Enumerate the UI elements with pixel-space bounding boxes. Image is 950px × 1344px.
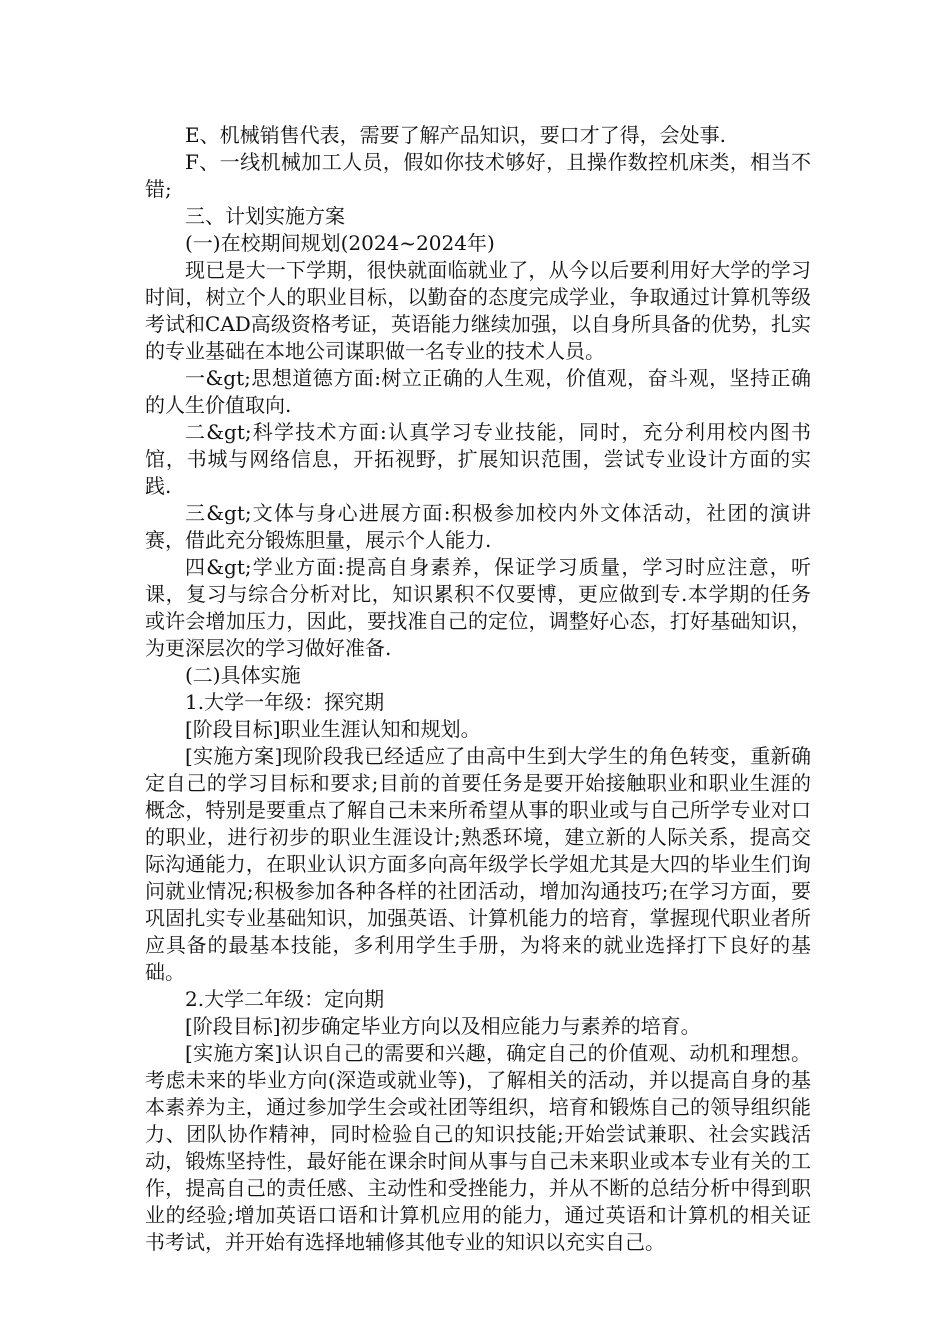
- paragraph-year-one-goal: [阶段目标]职业生涯认知和规划。: [185, 717, 481, 741]
- paragraph-year-two-goal: [阶段目标]初步确定毕业方向以及相应能力与素养的培育。: [185, 1014, 701, 1038]
- paragraph-career-option-f: F、一线机械加工人员，假如你技术够好，且操作数控机床类，相当不错;: [145, 150, 811, 201]
- paragraph-year-one-plan: [实施方案]现阶段我已经适应了由高中生到大学生的角色转变，重新确定自己的学习目标和要求;目前的首要任务是要开始接触职业和职业生涯的概念，特别是要重点了解自己未来所希望从事的职业或与自己所学专业对口的职业，进行初步的职业生涯设计;熟悉环境，建立新的人际关系，提高交际沟通能力，在职业认识方面多向高年级学长学姐尤其是大四的毕业生们询问就业情况;积极参加各种各样的社团活动，增加沟通技巧;在学习方面，要巩固扎实专业基础知识，加强英语、计算机能力的培育，掌握现代职业者所应具备的最基本技能，多利用学生手册，为将来的就业选择打下良好的基础。: [145, 744, 811, 984]
- section-heading-plan: 三、计划实施方案: [185, 204, 345, 228]
- heading-year-two: 2.大学二年级：定向期: [185, 987, 385, 1011]
- paragraph-moral: 一&gt;思想道德方面:树立正确的人生观，价值观，奋斗观，坚持正确的人生价值取向.: [145, 366, 811, 417]
- paragraph-career-option-e: E、机械销售代表，需要了解产品知识，要口才了得，会处事.: [185, 123, 726, 147]
- heading-year-one: 1.大学一年级：探究期: [185, 690, 385, 714]
- paragraph-current-status: 现已是大一下学期，很快就面临就业了，从今以后要利用好大学的学习时间，树立个人的职业目标，以勤奋的态度完成学业，争取通过计算机等级考试和CAD高级资格考证，英语能力继续加强，以自身所具备的优势，扎实的专业基础在本地公司谋职做一名专业的技术人员。: [145, 258, 811, 363]
- paragraph-science: 二&gt;科学技术方面:认真学习专业技能，同时，充分利用校内图书馆，书城与网络信息，开拓视野，扩展知识范围，尝试专业设计方面的实践.: [145, 420, 811, 498]
- subsection-heading-school-plan: (一)在校期间规划(2024~2024年): [185, 231, 495, 255]
- document-body: [145, 122, 811, 1256]
- paragraph-year-two-plan: [实施方案]认识自己的需要和兴趣，确定自己的价值观、动机和理想。考虑未来的毕业方向(深造或就业等)，了解相关的活动，并以提高自身的基本素养为主，通过参加学生会或社团等组织，培育和锻炼自己的领导组织能力、团队协作精神，同时检验自己的知识技能;开始尝试兼职、社会实践活动，锻炼坚持性，最好能在课余时间从事与自己未来职业或本专业有关的工作，提高自己的责任感、主动性和受挫能力，并从不断的总结分析中得到职业的经验;增加英语口语和计算机应用的能力，通过英语和计算机的相关证书考试，并开始有选择地辅修其他专业的知识以充实自己。: [145, 1041, 811, 1254]
- paragraph-culture: 三&gt;文体与身心进展方面:积极参加校内外文体活动，社团的演讲赛，借此充分锻炼胆量，展示个人能力.: [145, 501, 811, 552]
- subsection-heading-implementation: (二)具体实施: [185, 663, 301, 687]
- paragraph-academic: 四&gt;学业方面:提高自身素养，保证学习质量，学习时应注意，听课，复习与综合分析对比，知识累积不仅要博，更应做到专.本学期的任务或许会增加压力，因此，要找准自己的定位，调整好心态，打好基础知识，为更深层次的学习做好准备.: [145, 555, 811, 660]
